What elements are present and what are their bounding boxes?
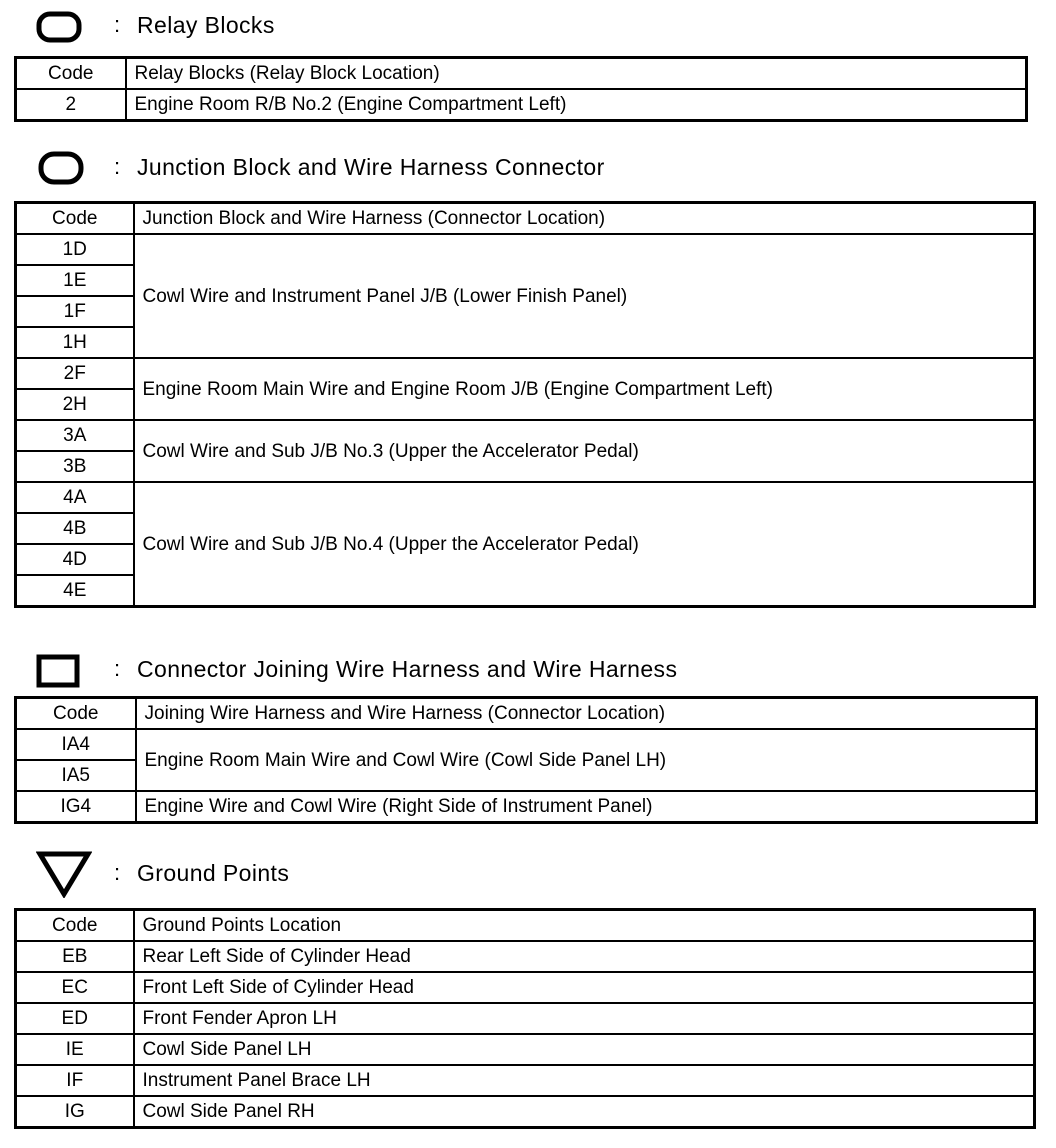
- code-cell: 3A: [16, 420, 134, 451]
- column-header-code: Code: [16, 58, 126, 90]
- code-cell: IE: [16, 1034, 134, 1065]
- table-header-row: [16, 58, 1027, 90]
- table-header-row: [16, 698, 1037, 730]
- code-cell: 1F: [16, 296, 134, 327]
- table-row: [16, 1065, 1035, 1096]
- rectangle-icon: [36, 654, 80, 688]
- code-cell: EB: [16, 941, 134, 972]
- colon: :: [114, 656, 121, 681]
- column-header-code: Code: [16, 698, 136, 730]
- code-cell: IG: [16, 1096, 134, 1128]
- desc-cell: Engine Room Main Wire and Engine Room J/B (Engine Compartment Left): [134, 358, 1035, 420]
- code-cell: 2F: [16, 358, 134, 389]
- triangle-down-icon: [36, 850, 92, 898]
- code-cell: EC: [16, 972, 134, 1003]
- junction-block-table: [14, 201, 1036, 608]
- code-cell: 2: [16, 89, 126, 121]
- desc-cell: Cowl Wire and Sub J/B No.4 (Upper the Accelerator Pedal): [134, 482, 1035, 607]
- column-header-code: Code: [16, 203, 134, 235]
- desc-cell: Front Fender Apron LH: [134, 1003, 1035, 1034]
- desc-cell: Engine Room Main Wire and Cowl Wire (Cowl Side Panel LH): [136, 729, 1037, 791]
- column-header-desc: Joining Wire Harness and Wire Harness (Connector Location): [136, 698, 1037, 730]
- table-row: [16, 358, 1035, 389]
- colon: :: [114, 154, 121, 179]
- column-header-desc: Ground Points Location: [134, 910, 1035, 942]
- relay-blocks-table: [14, 56, 1028, 122]
- code-cell: IF: [16, 1065, 134, 1096]
- code-cell: 4E: [16, 575, 134, 607]
- section-title: Connector Joining Wire Harness and Wire Harness: [137, 656, 678, 682]
- table-row: [16, 234, 1035, 265]
- table-row: [16, 972, 1035, 1003]
- code-cell: IA4: [16, 729, 136, 760]
- section-title: Junction Block and Wire Harness Connector: [137, 154, 605, 180]
- code-cell: ED: [16, 1003, 134, 1034]
- code-cell: 4A: [16, 482, 134, 513]
- code-cell: 1E: [16, 265, 134, 296]
- code-cell: 1D: [16, 234, 134, 265]
- section-title: Ground Points: [137, 860, 290, 886]
- code-cell: 4B: [16, 513, 134, 544]
- desc-cell: Cowl Side Panel RH: [134, 1096, 1035, 1128]
- table-header-row: [16, 910, 1035, 942]
- column-header-desc: Relay Blocks (Relay Block Location): [126, 58, 1027, 90]
- table-row: [16, 482, 1035, 513]
- code-cell: 3B: [16, 451, 134, 482]
- table-row: [16, 89, 1027, 121]
- table-row: [16, 420, 1035, 451]
- code-cell: IG4: [16, 791, 136, 823]
- desc-cell: Cowl Wire and Sub J/B No.3 (Upper the Accelerator Pedal): [134, 420, 1035, 482]
- table-row: [16, 1034, 1035, 1065]
- desc-cell: Rear Left Side of Cylinder Head: [134, 941, 1035, 972]
- table-header-row: [16, 203, 1035, 235]
- rounded-rect-icon: [36, 11, 82, 43]
- code-cell: 1H: [16, 327, 134, 358]
- desc-cell: Instrument Panel Brace LH: [134, 1065, 1035, 1096]
- code-cell: 2H: [16, 389, 134, 420]
- column-header-code: Code: [16, 910, 134, 942]
- code-cell: 4D: [16, 544, 134, 575]
- desc-cell: Front Left Side of Cylinder Head: [134, 972, 1035, 1003]
- oval-icon: [38, 151, 84, 185]
- desc-cell: Engine Wire and Cowl Wire (Right Side of Instrument Panel): [136, 791, 1037, 823]
- table-row: [16, 941, 1035, 972]
- ground-points-table: [14, 908, 1036, 1129]
- desc-cell: Cowl Side Panel LH: [134, 1034, 1035, 1065]
- table-row: [16, 729, 1037, 760]
- code-cell: IA5: [16, 760, 136, 791]
- colon: :: [114, 860, 121, 885]
- column-header-desc: Junction Block and Wire Harness (Connector Location): [134, 203, 1035, 235]
- desc-cell: Engine Room R/B No.2 (Engine Compartment Left): [126, 89, 1027, 121]
- colon: :: [114, 12, 121, 37]
- table-row: [16, 1003, 1035, 1034]
- desc-cell: Cowl Wire and Instrument Panel J/B (Lower Finish Panel): [134, 234, 1035, 358]
- table-row: [16, 1096, 1035, 1128]
- table-row: [16, 791, 1037, 823]
- section-title: Relay Blocks: [137, 12, 275, 38]
- connector-joining-table: [14, 696, 1038, 824]
